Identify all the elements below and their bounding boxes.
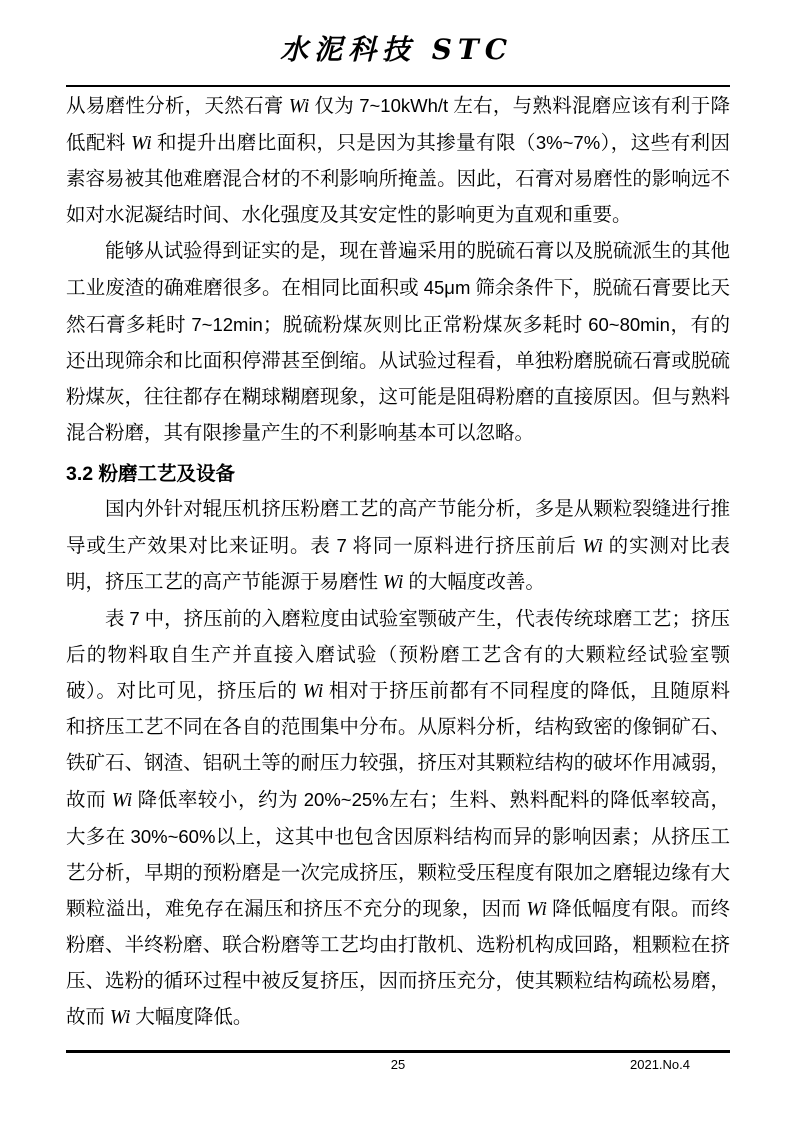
paragraph-desulfurized-gypsum-tests: 能够从试验得到证实的是，现在普遍采用的脱硫石膏以及脱硫派生的其他工业废渣的确难磨很多。在相同比面积或 45μm 筛余条件下，脱硫石膏要比天然石膏多耗时 7~12min；脱硫粉煤灰则比正常粉煤灰多耗时 60~80min，有的还出现筛余和比面积停滞甚至倒缩。从试验过程看，单独粉磨脱硫石膏或脱硫粉煤灰，往往都存在糊球糊磨现象，这可能是阻碍粉磨的直接原因。但与熟料混合粉磨，其有限掺量产生的不利影响基本可以忽略。 xyxy=(66,241,730,444)
issue-label: 2021.No.4 xyxy=(630,1057,690,1072)
paragraph-roller-press-analysis: 国内外针对辊压机挤压粉磨工艺的高产节能分析，多是从颗粒裂缝进行推导或生产效果对比来证明。表 7 将同一原料进行挤压前后 Wi 的实测对比表明，挤压工艺的高产节能源于易磨性 Wi 的大幅度改善。 xyxy=(66,499,730,593)
footer-rule xyxy=(66,1050,730,1053)
page-number: 25 xyxy=(390,1057,406,1072)
section-heading-grinding-process: 3.2 粉磨工艺及设备 xyxy=(66,463,236,485)
article-body xyxy=(66,88,730,1036)
paragraph-table7-discussion: 表 7 中，挤压前的入磨粒度由试验室颚破产生，代表传统球磨工艺；挤压后的物料取自生产并直接入磨试验（预粉磨工艺含有的大颗粒经试验室颚破）。对比可见，挤压后的 Wi 相对于挤压前都有不同程度的降低，且随原料和挤压工艺不同在各自的范围集中分布。从原料分析，结构致密的像铜矿石、铁矿石、钢渣、铝矾土等的耐压力较强，挤压对其颗粒结构的破坏作用减弱，故而 Wi 降低率较小，约为 20%~25%左右；生料、熟料配料的降低率较高，大多在 30%~60%以上，这其中也包含因原料结构而异的影响因素；从挤压工艺分析，早期的预粉磨是一次完成挤压，颗粒受压程度有限加之磨辊边缘有大颗粒溢出，难免存在漏压和挤压不充分的现象，因而 Wi 降低幅度有限。而终粉磨、半终粉磨、联合粉磨等工艺均由打散机、选粉机构成回路，粗颗粒在挤压、选粉的循环过程中被反复挤压，因而挤压充分，使其颗粒结构疏松易磨，故而 Wi 大幅度降低。 xyxy=(66,608,730,1028)
journal-title: 水泥科技 STC xyxy=(279,33,514,66)
header-rule xyxy=(66,85,730,87)
paragraph-grindability-analysis: 从易磨性分析，天然石膏 Wi 仅为 7~10kWh/t 左右，与熟料混磨应该有利于降低配料 Wi 和提升出磨比面积，只是因为其掺量有限（3%~7%），这些有利因素容易被其他难磨混合材的不利影响所掩盖。因此，石膏对易磨性的影响远不如对水泥凝结时间、水化强度及其安定性的影响更为直观和重要。 xyxy=(66,95,730,226)
